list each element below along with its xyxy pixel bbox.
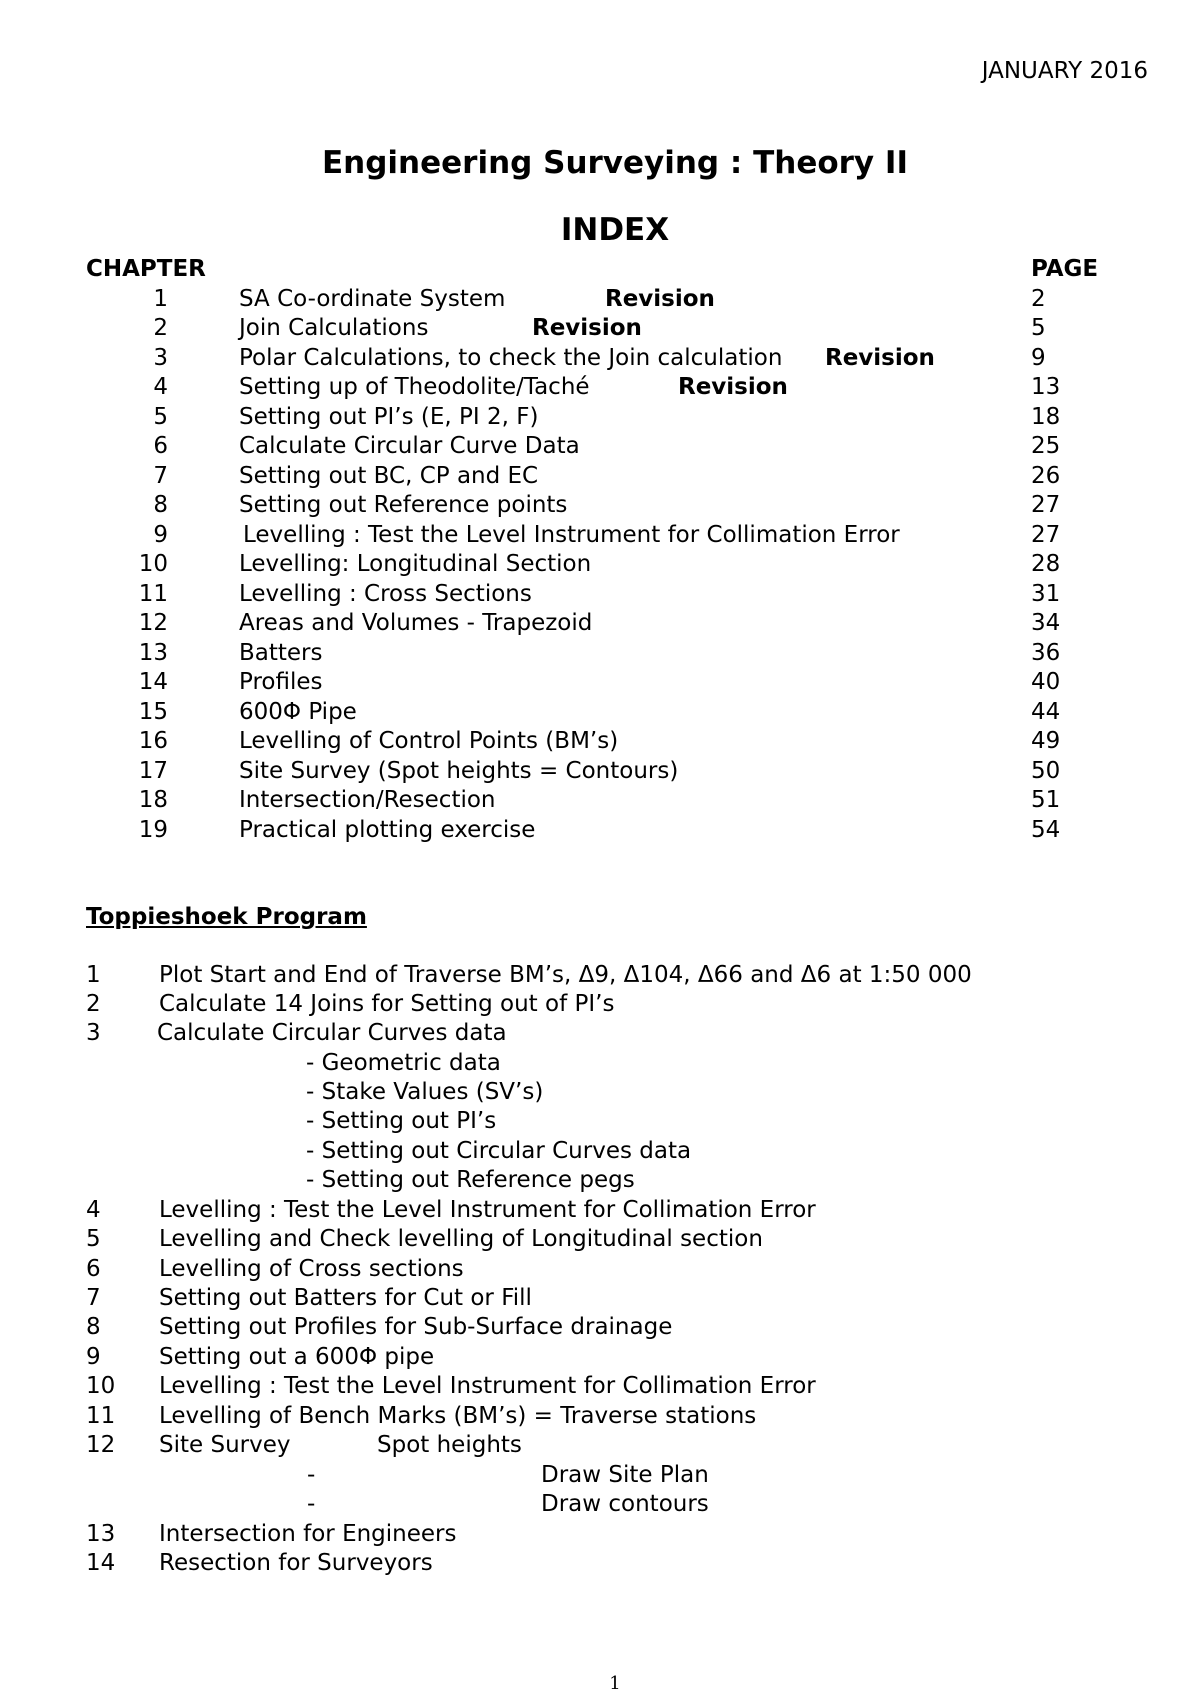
- page-number-footer: 1: [609, 1673, 621, 1694]
- index-row: [0, 581, 1200, 610]
- chapter-topic: Intersection/Resection: [239, 787, 496, 813]
- program-item-text: Plot Start and End of Traverse BM’s, Δ9, Δ104, Δ66 and Δ6 at 1:50 000: [159, 962, 972, 988]
- chapter-topic: Levelling of Control Points (BM’s): [239, 728, 619, 754]
- index-row: [0, 286, 1200, 315]
- chapter-topic: Profiles: [239, 669, 323, 695]
- index-row: [0, 315, 1200, 344]
- page-number: 44: [1031, 699, 1061, 725]
- chapter-topic: Levelling : Cross Sections: [239, 581, 532, 607]
- program-item-text: Setting out Batters for Cut or Fill: [159, 1285, 532, 1311]
- program-item-text: Levelling of Cross sections: [159, 1256, 464, 1282]
- chapter-number: 6: [153, 433, 168, 459]
- revision-label: Revision: [825, 345, 935, 371]
- chapter-topic: Areas and Volumes - Trapezoid: [239, 610, 593, 636]
- program-item-number: 3: [86, 1020, 101, 1046]
- program-item-number: 1: [86, 962, 101, 988]
- program-item-number: 14: [86, 1550, 116, 1576]
- program-item-text: Levelling of Bench Marks (BM’s) = Traverse stations: [159, 1403, 757, 1429]
- chapter-number: 14: [138, 669, 168, 695]
- index-row: [0, 610, 1200, 639]
- program-sub-item: Draw contours: [541, 1491, 709, 1517]
- chapter-number: 13: [138, 640, 168, 666]
- program-item-number: 4: [86, 1197, 101, 1223]
- program-item-text: Resection for Surveyors: [159, 1550, 433, 1576]
- program-item-number: 9: [86, 1344, 101, 1370]
- index-row: [0, 817, 1200, 846]
- program-item-number: 5: [86, 1226, 101, 1252]
- program-item-number: 13: [86, 1521, 116, 1547]
- chapter-number: 2: [153, 315, 168, 341]
- revision-label: Revision: [605, 286, 715, 312]
- index-row: [0, 345, 1200, 374]
- chapter-number: 16: [138, 728, 168, 754]
- chapter-topic: Batters: [239, 640, 323, 666]
- chapter-topic: Setting out Reference points: [239, 492, 568, 518]
- page-number: 31: [1031, 581, 1061, 607]
- page-column-header: PAGE: [1031, 256, 1099, 282]
- chapter-number: 7: [153, 463, 168, 489]
- chapter-topic: Levelling : Test the Level Instrument for Collimation Error: [243, 522, 900, 548]
- program-item-number: 2: [86, 991, 101, 1017]
- program-item-number: 11: [86, 1403, 116, 1429]
- page-number: 18: [1031, 404, 1061, 430]
- page-number: 2: [1031, 286, 1046, 312]
- page-number: 49: [1031, 728, 1061, 754]
- page-number: 40: [1031, 669, 1061, 695]
- chapter-topic: Setting out PI’s (E, PI 2, F): [239, 404, 539, 430]
- chapter-number: 17: [138, 758, 168, 784]
- chapter-topic: Practical plotting exercise: [239, 817, 536, 843]
- program-item-number: 8: [86, 1314, 101, 1340]
- chapter-number: 3: [153, 345, 168, 371]
- program-sub-item: Draw Site Plan: [541, 1462, 709, 1488]
- program-item-text: Levelling and Check levelling of Longitudinal section: [159, 1226, 763, 1252]
- page-number: 27: [1031, 492, 1061, 518]
- chapter-topic: 600Φ Pipe: [239, 699, 357, 725]
- page-number: 5: [1031, 315, 1046, 341]
- chapter-number: 8: [153, 492, 168, 518]
- program-item-text: Calculate Circular Curves data: [157, 1020, 507, 1046]
- program-sub-dash: -: [307, 1462, 316, 1488]
- chapter-number: 19: [138, 817, 168, 843]
- page-number: 54: [1031, 817, 1061, 843]
- program-item-subtext: Spot heights: [377, 1432, 522, 1458]
- index-row: [0, 463, 1200, 492]
- page-number: 26: [1031, 463, 1061, 489]
- program-item-text: Intersection for Engineers: [159, 1521, 457, 1547]
- chapter-number: 18: [138, 787, 168, 813]
- chapter-number: 9: [153, 522, 168, 548]
- document-date: JANUARY 2016: [981, 58, 1148, 84]
- chapter-topic: Calculate Circular Curve Data: [239, 433, 580, 459]
- program-item-number: 7: [86, 1285, 101, 1311]
- page-number: 27: [1031, 522, 1061, 548]
- page-number: 36: [1031, 640, 1061, 666]
- index-row: [0, 758, 1200, 787]
- revision-label: Revision: [532, 315, 642, 341]
- program-item-text: Site Survey: [159, 1432, 291, 1458]
- index-row: [0, 492, 1200, 521]
- program-item-text: Setting out Profiles for Sub-Surface drainage: [159, 1314, 673, 1340]
- program-sub-item: - Setting out PI’s: [306, 1108, 497, 1134]
- chapter-topic: Setting up of Theodolite/Taché: [239, 374, 590, 400]
- index-row: [0, 640, 1200, 669]
- chapter-number: 11: [138, 581, 168, 607]
- program-item-text: Levelling : Test the Level Instrument for Collimation Error: [159, 1373, 816, 1399]
- program-sub-dash: -: [307, 1491, 316, 1517]
- page-number: 25: [1031, 433, 1061, 459]
- index-row: [0, 433, 1200, 462]
- page-number: 50: [1031, 758, 1061, 784]
- index-row: [0, 699, 1200, 728]
- chapter-topic: Site Survey (Spot heights = Contours): [239, 758, 679, 784]
- chapter-topic: Polar Calculations, to check the Join calculation: [239, 345, 783, 371]
- page-number: 34: [1031, 610, 1061, 636]
- chapter-number: 1: [153, 286, 168, 312]
- program-item-number: 6: [86, 1256, 101, 1282]
- chapter-topic: Setting out BC, CP and EC: [239, 463, 539, 489]
- index-row: [0, 374, 1200, 403]
- program-item-text: Setting out a 600Φ pipe: [159, 1344, 435, 1370]
- program-item-number: 10: [86, 1373, 116, 1399]
- program-item-number: 12: [86, 1432, 116, 1458]
- chapter-topic: Join Calculations: [239, 315, 429, 341]
- program-sub-item: - Geometric data: [306, 1050, 501, 1076]
- chapter-topic: SA Co-ordinate System: [239, 286, 506, 312]
- program-sub-item: - Stake Values (SV’s): [306, 1079, 544, 1105]
- revision-label: Revision: [678, 374, 788, 400]
- page-number: 51: [1031, 787, 1061, 813]
- page-number: 13: [1031, 374, 1061, 400]
- chapter-topic: Levelling: Longitudinal Section: [239, 551, 592, 577]
- index-row: [0, 728, 1200, 757]
- chapter-number: 10: [138, 551, 168, 577]
- chapter-number: 5: [153, 404, 168, 430]
- program-title: Toppieshoek Program: [86, 904, 367, 930]
- document-title: Engineering Surveying : Theory II: [321, 145, 909, 181]
- page-number: 28: [1031, 551, 1061, 577]
- chapter-number: 15: [138, 699, 168, 725]
- program-item-text: Levelling : Test the Level Instrument for Collimation Error: [159, 1197, 816, 1223]
- chapter-number: 12: [138, 610, 168, 636]
- index-row: [0, 551, 1200, 580]
- program-item-text: Calculate 14 Joins for Setting out of PI’s: [159, 991, 615, 1017]
- program-sub-item: - Setting out Reference pegs: [306, 1167, 635, 1193]
- index-row: [0, 522, 1200, 551]
- page-number: 9: [1031, 345, 1046, 371]
- index-row: [0, 404, 1200, 433]
- chapter-number: 4: [153, 374, 168, 400]
- program-sub-item: - Setting out Circular Curves data: [306, 1138, 692, 1164]
- index-row: [0, 669, 1200, 698]
- chapter-column-header: CHAPTER: [86, 256, 206, 282]
- index-heading: INDEX: [560, 212, 670, 248]
- index-row: [0, 787, 1200, 816]
